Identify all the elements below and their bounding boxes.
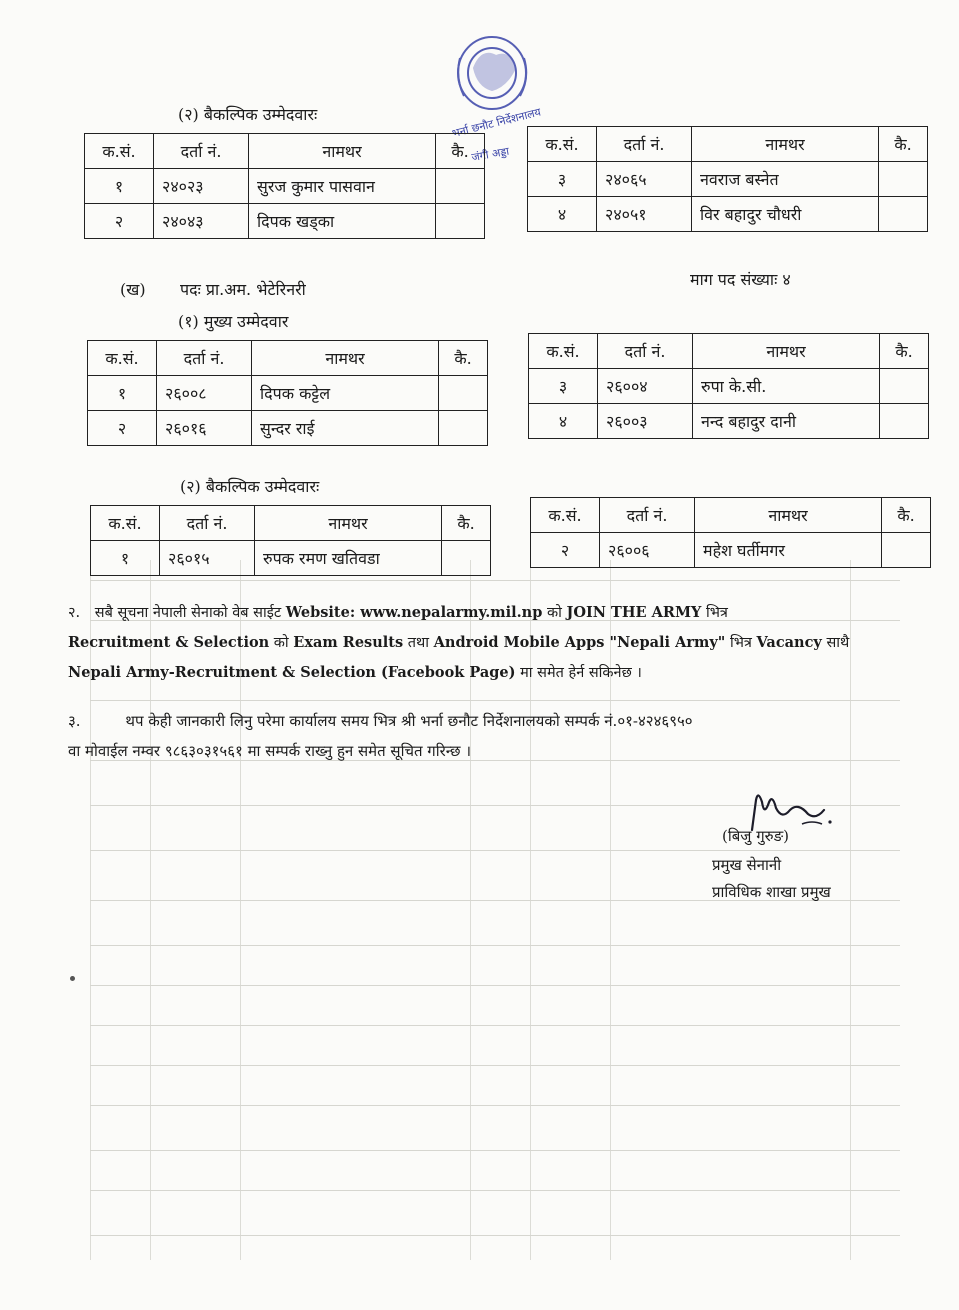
header-remark: कै. — [882, 498, 931, 533]
text-span-bold: Exam Results — [293, 634, 404, 651]
table-row — [85, 169, 485, 204]
website-link[interactable]: Website: www.nepalarmy.mil.np — [285, 604, 543, 621]
paragraph-line — [68, 706, 908, 736]
reg-no-cell: २४०६५ — [597, 162, 692, 197]
text-span: वा मोवाईल नम्वर ९८६३०३१५६१ मा सम्पर्क राख्नु हुन समेत सूचित गरिन्छ । — [68, 742, 472, 760]
name-cell: रुपक रमण खतिवडा — [255, 541, 442, 576]
facebook-page-link[interactable]: Nepali Army-Recruitment & Selection (Facebook Page) — [68, 664, 516, 681]
header-remark: कै. — [879, 127, 928, 162]
table-a-alternate-left — [84, 133, 485, 239]
serial-cell: २ — [85, 204, 154, 239]
signatory-post: प्राविधिक शाखा प्रमुख — [712, 883, 831, 901]
header-serial: क.सं. — [88, 341, 157, 376]
serial-cell: ३ — [528, 162, 597, 197]
signatory-rank: प्रमुख सेनानी — [712, 856, 782, 874]
text-span-bold: Android Mobile Apps "Nepali Army" — [433, 634, 726, 651]
table-a-alternate-right — [527, 126, 928, 232]
reg-no-cell: २६००६ — [600, 533, 695, 568]
text-span: सबै सूचना नेपाली सेनाको वेब साईट — [94, 605, 282, 621]
table-header-row — [531, 498, 931, 533]
table-b-alternate-right — [530, 497, 931, 568]
name-cell: सुरज कुमार पासवान — [249, 169, 436, 204]
table-row — [528, 197, 928, 232]
serial-cell: ४ — [529, 404, 598, 439]
remark-cell — [880, 369, 929, 404]
serial-cell: १ — [85, 169, 154, 204]
serial-cell: ४ — [528, 197, 597, 232]
serial-cell: १ — [91, 541, 160, 576]
name-cell: सुन्दर राई — [252, 411, 439, 446]
table-row — [528, 162, 928, 197]
remark-cell — [436, 204, 485, 239]
header-reg-no: दर्ता नं. — [154, 134, 249, 169]
table-row — [91, 541, 491, 576]
text-span: को — [546, 605, 562, 621]
alt-candidates-heading-b: (२) बैकल्पिक उम्मेदवारः — [180, 477, 320, 496]
text-span: मा समेत हेर्न सकिनेछ । — [520, 665, 642, 681]
header-remark: कै. — [442, 506, 491, 541]
notice-paragraph-3 — [68, 706, 908, 766]
header-remark: कै. — [880, 334, 929, 369]
reg-no-cell: २६०१५ — [160, 541, 255, 576]
name-cell: विर बहादुर चौधरी — [692, 197, 879, 232]
remark-cell — [880, 404, 929, 439]
header-reg-no: दर्ता नं. — [598, 334, 693, 369]
text-span-bold: Recruitment & Selection — [68, 634, 270, 651]
alt-candidates-heading-a: (२) बैकल्पिक उम्मेदवारः — [178, 105, 318, 124]
text-span-bold: JOIN THE ARMY — [566, 604, 702, 621]
reg-no-cell: २६००३ — [598, 404, 693, 439]
text-span: तथा — [407, 635, 430, 651]
name-cell: महेश घर्तीमगर — [695, 533, 882, 568]
header-name: नामथर — [693, 334, 880, 369]
header-reg-no: दर्ता नं. — [160, 506, 255, 541]
table-header-row — [91, 506, 491, 541]
text-span: को — [273, 635, 289, 651]
remark-cell — [442, 541, 491, 576]
table-b-main-left — [87, 340, 488, 446]
name-cell: दिपक कट्टेल — [252, 376, 439, 411]
table-row — [88, 411, 488, 446]
text-span-bold: Vacancy — [756, 634, 822, 651]
reg-no-cell: २६००८ — [157, 376, 252, 411]
table-header-row — [85, 134, 485, 169]
header-remark: कै. — [439, 341, 488, 376]
table-row — [531, 533, 931, 568]
header-serial: क.सं. — [529, 334, 598, 369]
paragraph-line — [68, 598, 908, 628]
svg-text:जंगी अड्डा: जंगी अड्डा — [470, 144, 511, 165]
header-reg-no: दर्ता नं. — [157, 341, 252, 376]
serial-cell: १ — [88, 376, 157, 411]
reg-no-cell: २४०२३ — [154, 169, 249, 204]
header-serial: क.सं. — [91, 506, 160, 541]
header-serial: क.सं. — [85, 134, 154, 169]
signatory-name: (बिजु गुरुङ) — [722, 827, 790, 845]
paragraph-number: २. — [68, 605, 81, 621]
paragraph-line — [68, 736, 908, 766]
paragraph-number: ३. — [68, 712, 81, 730]
remark-cell — [879, 197, 928, 232]
serial-cell: २ — [531, 533, 600, 568]
table-row — [85, 204, 485, 239]
text-span: साथै — [826, 635, 850, 651]
reg-no-cell: २४०४३ — [154, 204, 249, 239]
text-span: भित्र — [705, 605, 728, 621]
post-b-label: (ख) — [120, 280, 146, 299]
remark-cell — [439, 376, 488, 411]
header-serial: क.सं. — [531, 498, 600, 533]
table-row — [88, 376, 488, 411]
header-reg-no: दर्ता नं. — [600, 498, 695, 533]
table-b-main-right — [528, 333, 929, 439]
text-span: थप केही जानकारी लिनु परेमा कार्यालय समय भित्र श्री भर्ना छनौट निर्देशनालयको सम्पर्क नं.०१-४२४६९५० — [125, 712, 693, 730]
header-reg-no: दर्ता नं. — [597, 127, 692, 162]
remark-cell — [439, 411, 488, 446]
main-candidates-heading-b: (१) मुख्य उम्मेदवार — [178, 312, 289, 331]
table-row — [529, 404, 929, 439]
table-header-row — [529, 334, 929, 369]
name-cell: नवराज बस्नेत — [692, 162, 879, 197]
header-name: नामथर — [255, 506, 442, 541]
paragraph-line — [68, 658, 908, 688]
table-header-row — [528, 127, 928, 162]
table-row — [529, 369, 929, 404]
header-serial: क.सं. — [528, 127, 597, 162]
header-name: नामथर — [252, 341, 439, 376]
serial-cell: २ — [88, 411, 157, 446]
header-name: नामथर — [249, 134, 436, 169]
post-b-title: पदः प्रा.अम. भेटेरिनरी — [180, 280, 306, 299]
reg-no-cell: २४०५१ — [597, 197, 692, 232]
serial-cell: ३ — [529, 369, 598, 404]
svg-text:भर्ना छनौट निर्देशनालय: भर्ना छनौट निर्देशनालय — [450, 105, 543, 141]
post-b-demand-count: माग पद संख्याः ४ — [690, 270, 791, 289]
table-b-alternate-left — [90, 505, 491, 576]
header-remark: कै. — [436, 134, 485, 169]
name-cell: नन्द बहादुर दानी — [693, 404, 880, 439]
name-cell: दिपक खड्का — [249, 204, 436, 239]
notice-paragraph-2 — [68, 598, 908, 688]
header-name: नामथर — [695, 498, 882, 533]
margin-mark — [70, 976, 75, 981]
reg-no-cell: २६०१६ — [157, 411, 252, 446]
header-name: नामथर — [692, 127, 879, 162]
text-span: भित्र — [729, 635, 752, 651]
remark-cell — [436, 169, 485, 204]
table-header-row — [88, 341, 488, 376]
reg-no-cell: २६००४ — [598, 369, 693, 404]
remark-cell — [882, 533, 931, 568]
name-cell: रुपा के.सी. — [693, 369, 880, 404]
paragraph-line — [68, 628, 908, 658]
remark-cell — [879, 162, 928, 197]
